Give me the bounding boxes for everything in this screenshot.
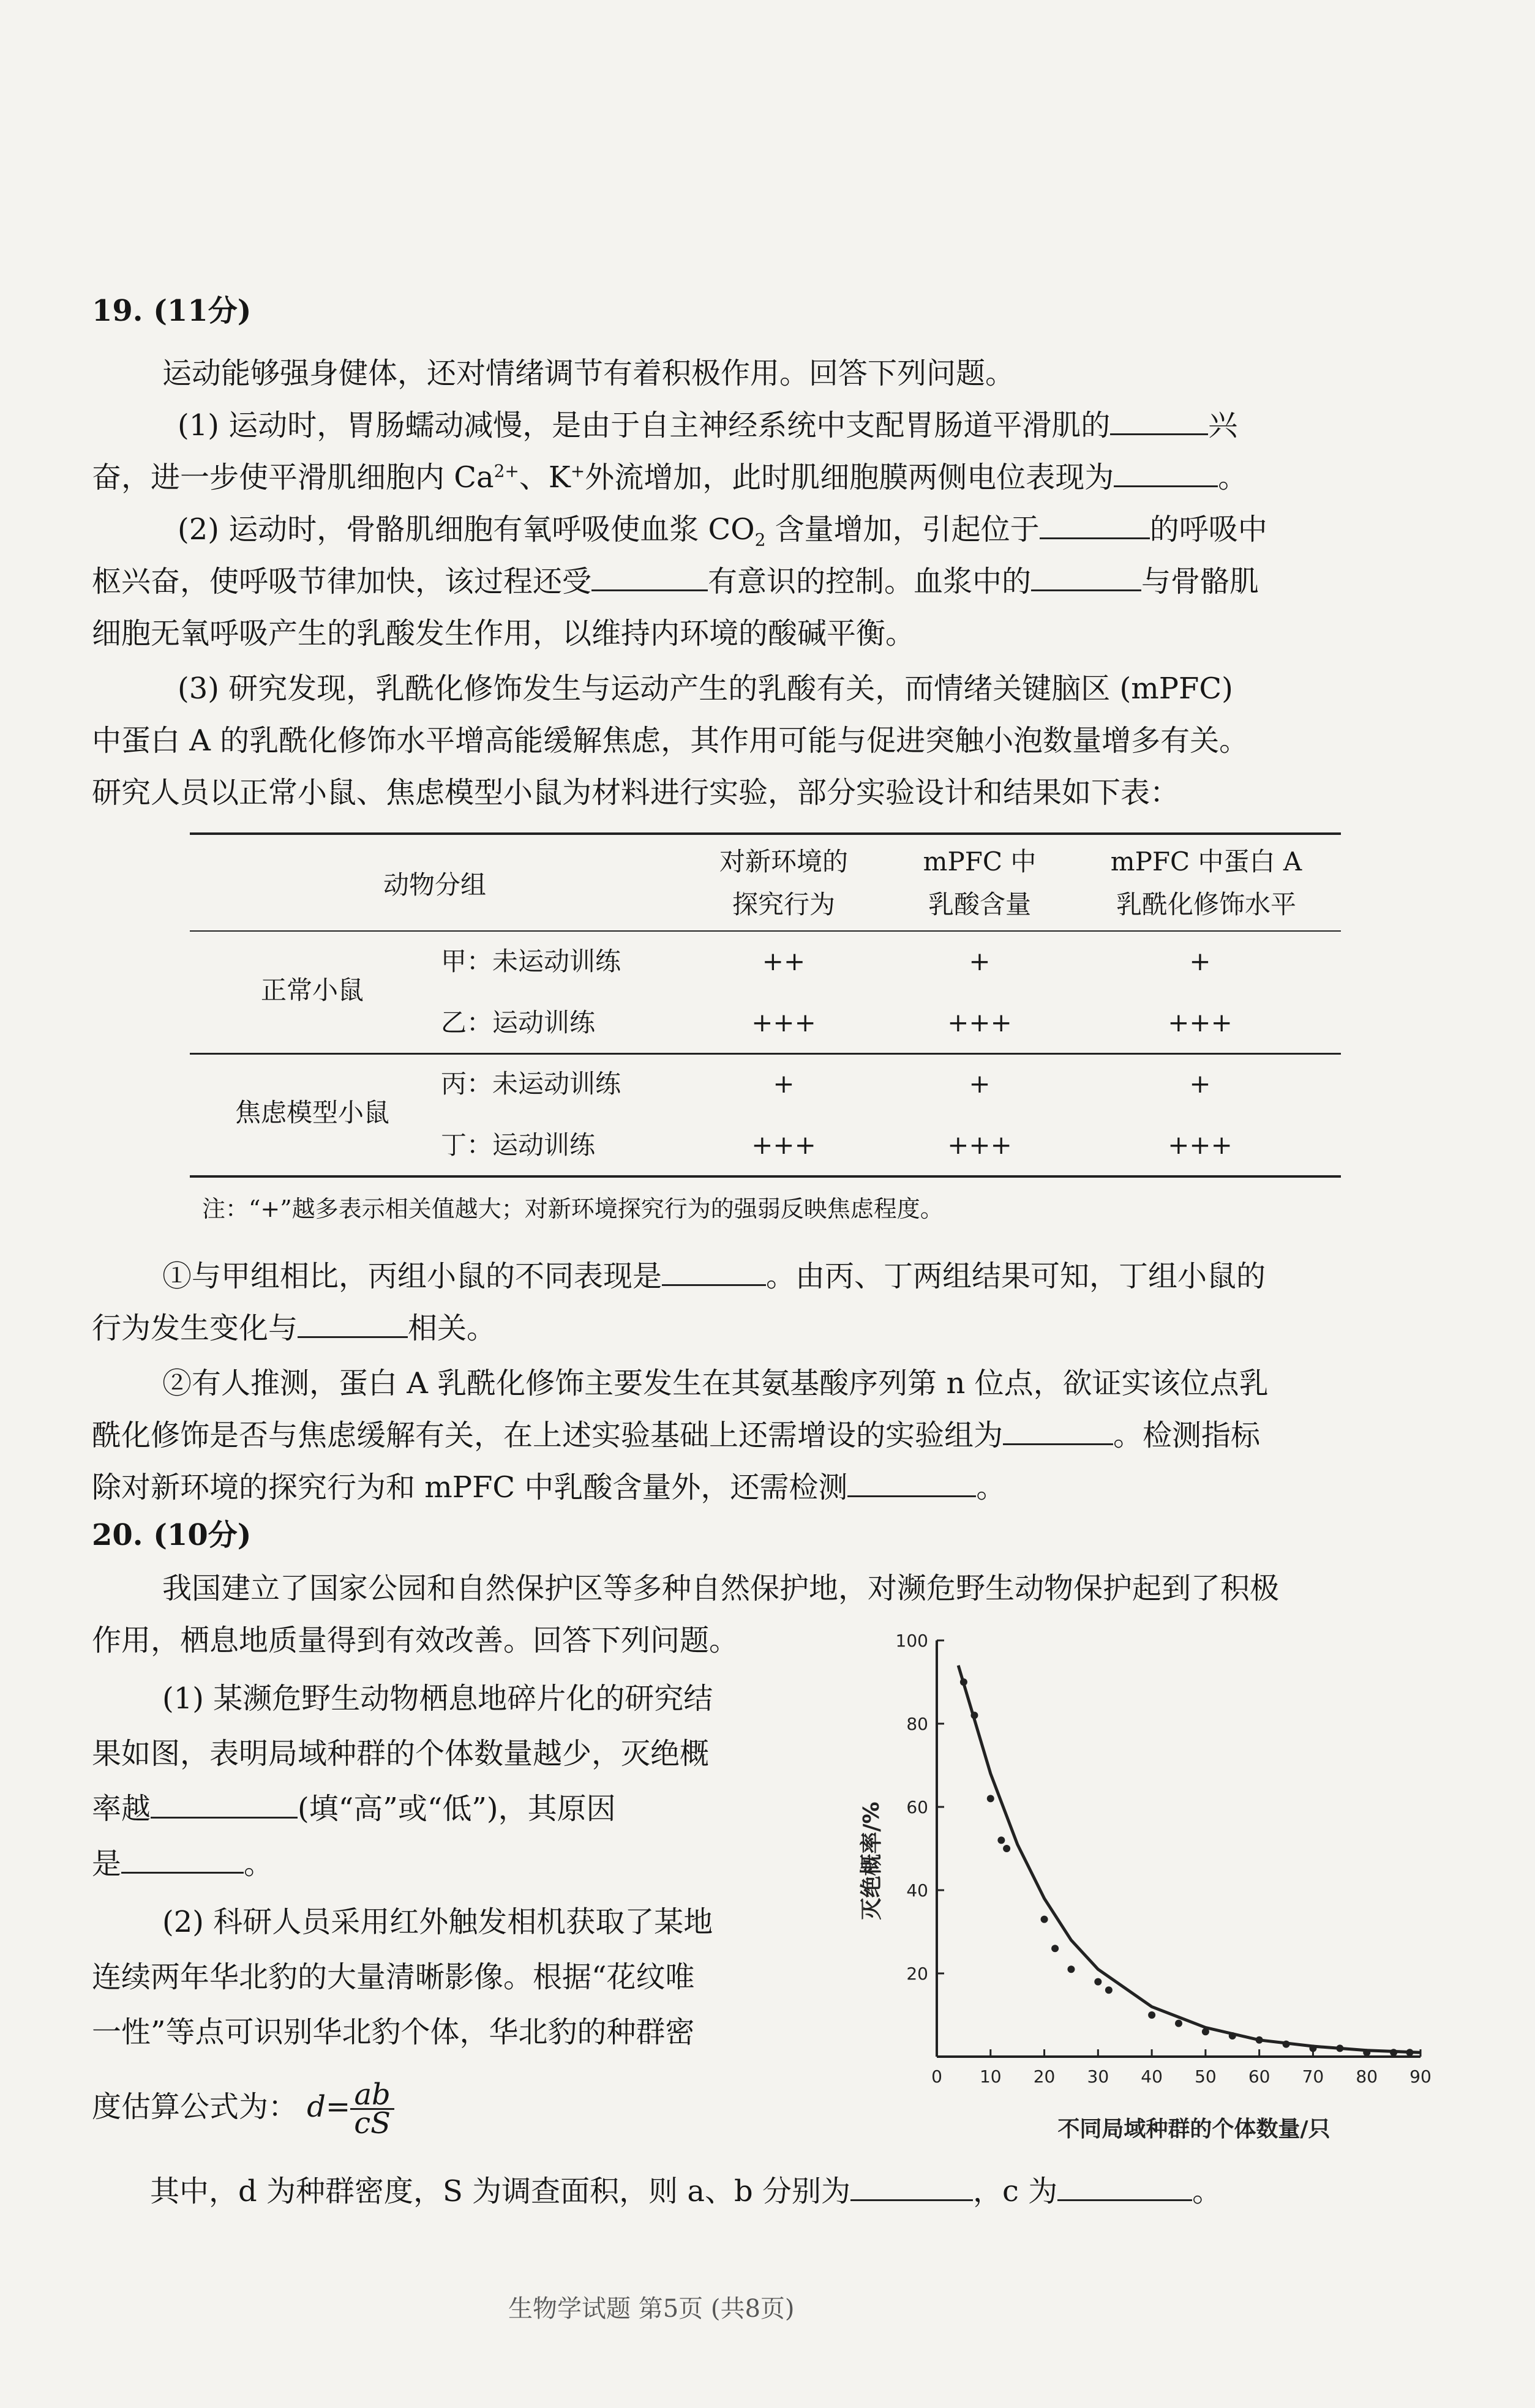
answer-blank[interactable] [591,565,708,591]
data-point [1309,2044,1316,2052]
table-cell: + [1189,1069,1211,1099]
q19-s1-line1: ①与甲组相比，丙组小鼠的不同表现是 。由丙、丁两组结果可知，丁组小鼠的 [162,1259,1266,1293]
table-head-c2-l1: mPFC 中 [923,847,1037,877]
table-head-c3-l2: 乳酰化修饰水平 [1116,889,1296,919]
table-cell: + [969,946,991,976]
data-point [1229,2032,1236,2040]
data-point [1175,2020,1182,2027]
table-group-anxiety: 焦虑模型小鼠 [235,1097,389,1127]
data-point [1148,2011,1155,2019]
table-head-c3-l1: mPFC 中蛋白 A [1110,847,1302,877]
data-point [1041,1916,1048,1923]
table-head-c2-l2: 乳酸含量 [928,889,1031,919]
x-tick-label: 90 [1409,2066,1432,2087]
data-point [960,1678,967,1686]
data-point [1406,2049,1413,2056]
extinction-chart [845,1616,1457,2167]
data-point [970,1711,978,1719]
answer-blank[interactable] [121,1847,244,1874]
q19-s2-line2: 酰化修饰是否与焦虑缓解有关，在上述实验基础上还需增设的实验组为 。检测指标 [92,1418,1261,1453]
data-point [1094,1978,1102,1986]
table-row-label: 丙：未运动训练 [441,1069,621,1099]
table-row-label: 乙：运动训练 [441,1008,596,1038]
table-cell: +++ [947,1008,1012,1038]
answer-blank[interactable] [1040,513,1150,539]
x-tick-label: 0 [931,2066,942,2087]
answer-blank[interactable] [850,2175,973,2201]
y-axis-label: 灭绝概率/% [859,1801,884,1920]
data-point [1390,2049,1397,2056]
data-point [1051,1945,1059,1952]
answer-blank[interactable] [1057,2175,1192,2201]
q20-p2-line5: 其中，d 为种群密度，S 为调查面积，则 a、b 分别为 ，c 为 。 [150,2174,1222,2208]
answer-blank[interactable] [662,1260,766,1286]
answer-blank[interactable] [1114,461,1218,487]
answer-blank[interactable] [1110,409,1208,435]
x-axis-label: 不同局域种群的个体数量/只 [1057,2117,1330,2142]
table-head-group: 动物分组 [383,870,486,900]
fitted-curve [958,1666,1421,2052]
density-formula: d= $\frac{ab}{cS}$ [307,2081,394,2137]
x-tick-label: 60 [1248,2066,1270,2087]
q19-p1-line2: 奋，进一步使平滑肌细胞内 $Ca^{2+}$、K+外流增加，此时肌细胞膜两侧电位表现为 。 [92,460,1248,495]
table-note: 注：“+”越多表示相关值越大；对新环境探究行为的强弱反映焦虑程度。 [202,1195,944,1222]
answer-blank[interactable] [847,1471,976,1497]
table-mid-rule [190,1053,1341,1055]
q20-intro-line2: 作用，栖息地质量得到有效改善。回答下列问题。 [92,1623,739,1658]
x-tick-label: 50 [1195,2066,1217,2087]
table-cell: +++ [751,1008,816,1038]
table-cell: +++ [1168,1008,1233,1038]
q20-p2-line2: 连续两年华北豹的大量清晰影像。根据“花纹唯 [92,1960,695,1994]
q19-p1-line1: (1) 运动时，胃肠蠕动减慢，是由于自主神经系统中支配胃肠道平滑肌的 兴 [178,408,1238,443]
data-point [1003,1845,1010,1852]
table-head-c1-l1: 对新环境的 [719,847,848,877]
table-top-rule [190,832,1341,835]
q20-p2-line3: 一性”等点可识别华北豹个体，华北豹的种群密 [92,2015,695,2049]
table-head-rule [190,930,1341,932]
q20-p1-line4: 是 。 [92,1847,274,1881]
table-cell: ++ [762,946,806,976]
y-tick-label: 60 [906,1797,928,1817]
table-cell: + [1189,946,1211,976]
y-tick-label: 100 [895,1631,928,1651]
q19-p3-line2: 中蛋白 A 的乳酰化修饰水平增高能缓解焦虑，其作用可能与促进突触小泡数量增多有关。 [92,724,1249,758]
table-cell: + [773,1069,795,1099]
x-tick-label: 80 [1356,2066,1378,2087]
data-point [1105,1986,1113,1994]
x-tick-label: 10 [979,2066,1002,2087]
x-tick-label: 70 [1302,2066,1324,2087]
table-cell: +++ [751,1130,816,1160]
q20-p1-line3: 率越 (填“高”或“低”)，其原因 [92,1792,616,1826]
answer-blank[interactable] [298,1312,408,1338]
table-row-label: 丁：运动训练 [441,1130,596,1160]
table-row-label: 甲：未运动训练 [441,946,621,976]
data-point [1067,1965,1075,1973]
q19-p2-line2: 枢兴奋，使呼吸节律加快，该过程还受 有意识的控制。血浆中的 与骨骼肌 [92,564,1259,599]
q19-p3-line3: 研究人员以正常小鼠、焦虑模型小鼠为材料进行实验，部分实验设计和结果如下表： [92,776,1180,810]
q19-p3-line1: (3) 研究发现，乳酰化修饰发生与运动产生的乳酸有关，而情绪关键脑区 (mPFC) [178,671,1233,706]
data-point [987,1795,994,1802]
data-point [1336,2044,1343,2052]
data-point [1363,2049,1370,2056]
answer-blank[interactable] [1031,565,1141,591]
q19-s1-line2: 行为发生变化与 相关。 [92,1311,497,1345]
q20-p2-line1: (2) 科研人员采用红外触发相机获取了某地 [162,1905,713,1939]
answer-blank[interactable] [1003,1419,1113,1445]
x-tick-label: 30 [1087,2066,1109,2087]
q20-header: 20. (10分) [92,1518,252,1552]
data-point [997,1836,1005,1844]
q19-intro: 运动能够强身健体，还对情绪调节有着积极作用。回答下列问题。 [162,356,1015,391]
table-cell: + [969,1069,991,1099]
y-tick-label: 40 [906,1880,928,1901]
table-group-normal: 正常小鼠 [260,975,364,1005]
table-bottom-rule [190,1175,1341,1178]
table-head-c1-l2: 探究行为 [732,889,835,919]
y-tick-label: 20 [906,1964,928,1984]
y-tick-label: 80 [906,1714,928,1734]
data-point [1256,2036,1263,2044]
q19-header: 19. (11分) [92,294,252,328]
q20-p1-line2: 果如图，表明局域种群的个体数量越少，灭绝概 [92,1737,710,1771]
data-point [1283,2041,1290,2048]
x-tick-label: 20 [1033,2066,1056,2087]
page-footer: 生物学试题 第5页 (共8页) [508,2295,795,2323]
q19-p2-line3: 细胞无氧呼吸产生的乳酸发生作用，以维持内环境的酸碱平衡。 [92,616,915,651]
q20-intro-line1: 我国建立了国家公园和自然保护区等多种自然保护地，对濒危野生动物保护起到了积极 [162,1571,1280,1606]
q20-p1-line1: (1) 某濒危野生动物栖息地碎片化的研究结 [162,1681,713,1716]
x-tick-label: 40 [1141,2066,1163,2087]
table-cell: +++ [947,1130,1012,1160]
q20-p2-line4: 度估算公式为： d= $\frac{ab}{cS}$ [92,2081,394,2137]
data-point [1202,2028,1209,2035]
q19-s2-line1: ②有人推测，蛋白 A 乳酰化修饰主要发生在其氨基酸序列第 n 位点，欲证实该位点乳 [162,1366,1269,1400]
table-cell: +++ [1168,1130,1233,1160]
answer-blank[interactable] [151,1792,298,1819]
q19-p2-line1: (2) 运动时，骨骼肌细胞有氧呼吸使血浆 $CO_2$ 含量增加，引起位于 的呼吸中 [178,512,1267,550]
q19-s2-line3: 除对新环境的探究行为和 mPFC 中乳酸含量外，还需检测 。 [92,1470,1006,1505]
